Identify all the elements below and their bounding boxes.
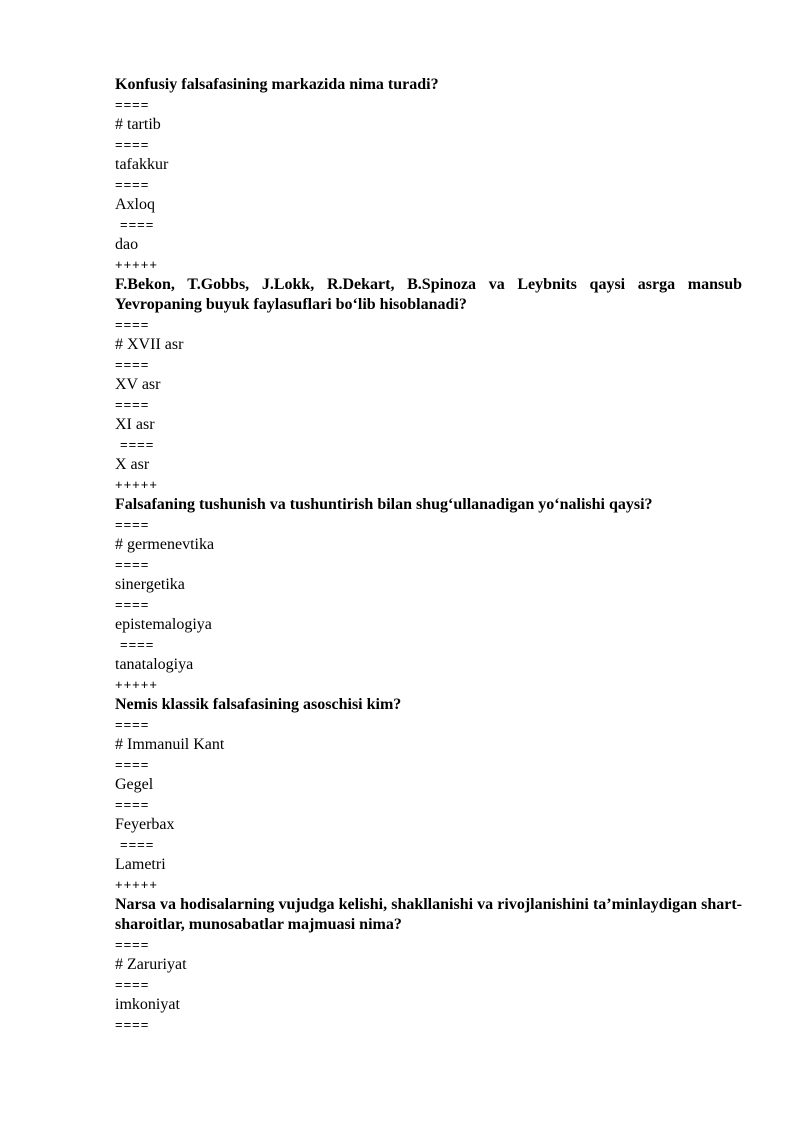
separator: ==== [115,317,150,332]
option: Lametri [115,856,166,873]
option: Feyerbax [115,816,175,833]
option: imkoniyat [115,996,180,1013]
separator: ==== [115,557,150,572]
separator: ==== [115,397,150,412]
separator: ==== [115,977,150,992]
separator: ==== [115,357,150,372]
separator: ==== [120,637,155,652]
option: XV asr [115,376,161,393]
option-correct: # Zaruriyat [115,956,187,973]
option-correct: # XVII asr [115,336,184,353]
option: Gegel [115,776,154,793]
question-3: Falsafaning tushunish va tushuntirish bilan shug‘ullanadigan yo‘nalishi qaysi? [115,496,653,513]
separator: ==== [115,177,150,192]
separator: ==== [115,937,150,952]
option: sinergetika [115,576,185,593]
option: tanatalogiya [115,656,194,673]
separator: ==== [115,717,150,732]
end-marker: +++++ [115,257,158,272]
separator: ==== [115,597,150,612]
separator: ==== [115,97,150,112]
option: dao [115,236,139,253]
option: Axloq [115,196,155,213]
option: XI asr [115,416,155,433]
separator: ==== [120,217,155,232]
option: epistemalogiya [115,616,212,633]
question-4: Nemis klassik falsafasining asoschisi kim? [115,696,402,713]
end-marker: +++++ [115,677,158,692]
separator: ==== [120,837,155,852]
separator: ==== [115,137,150,152]
document-page [115,75,742,1035]
separator: ==== [115,517,150,532]
question-2: F.Bekon, T.Gobbs, J.Lokk, R.Dekart, B.Spinoza va Leybnits qaysi asrga mansub Yevropaning buyuk faylasuflari bo‘lib hisoblanadi? [115,276,742,313]
question-5: Narsa va hodisalarning vujudga kelishi, shakllanishi va rivojlanishini ta’minlaydigan shart-sharoitlar, munosabatlar majmuasi nima? [115,896,742,933]
option: X asr [115,456,150,473]
option: tafakkur [115,156,169,173]
separator: ==== [115,757,150,772]
question-1: Konfusiy falsafasining markazida nima turadi? [115,76,439,93]
option-correct: # tartib [115,116,161,133]
option-correct: # germenevtika [115,536,215,553]
end-marker: +++++ [115,477,158,492]
separator: ==== [115,1017,150,1032]
separator: ==== [120,437,155,452]
end-marker: +++++ [115,877,158,892]
option-correct: # Immanuil Kant [115,736,225,753]
separator: ==== [115,797,150,812]
